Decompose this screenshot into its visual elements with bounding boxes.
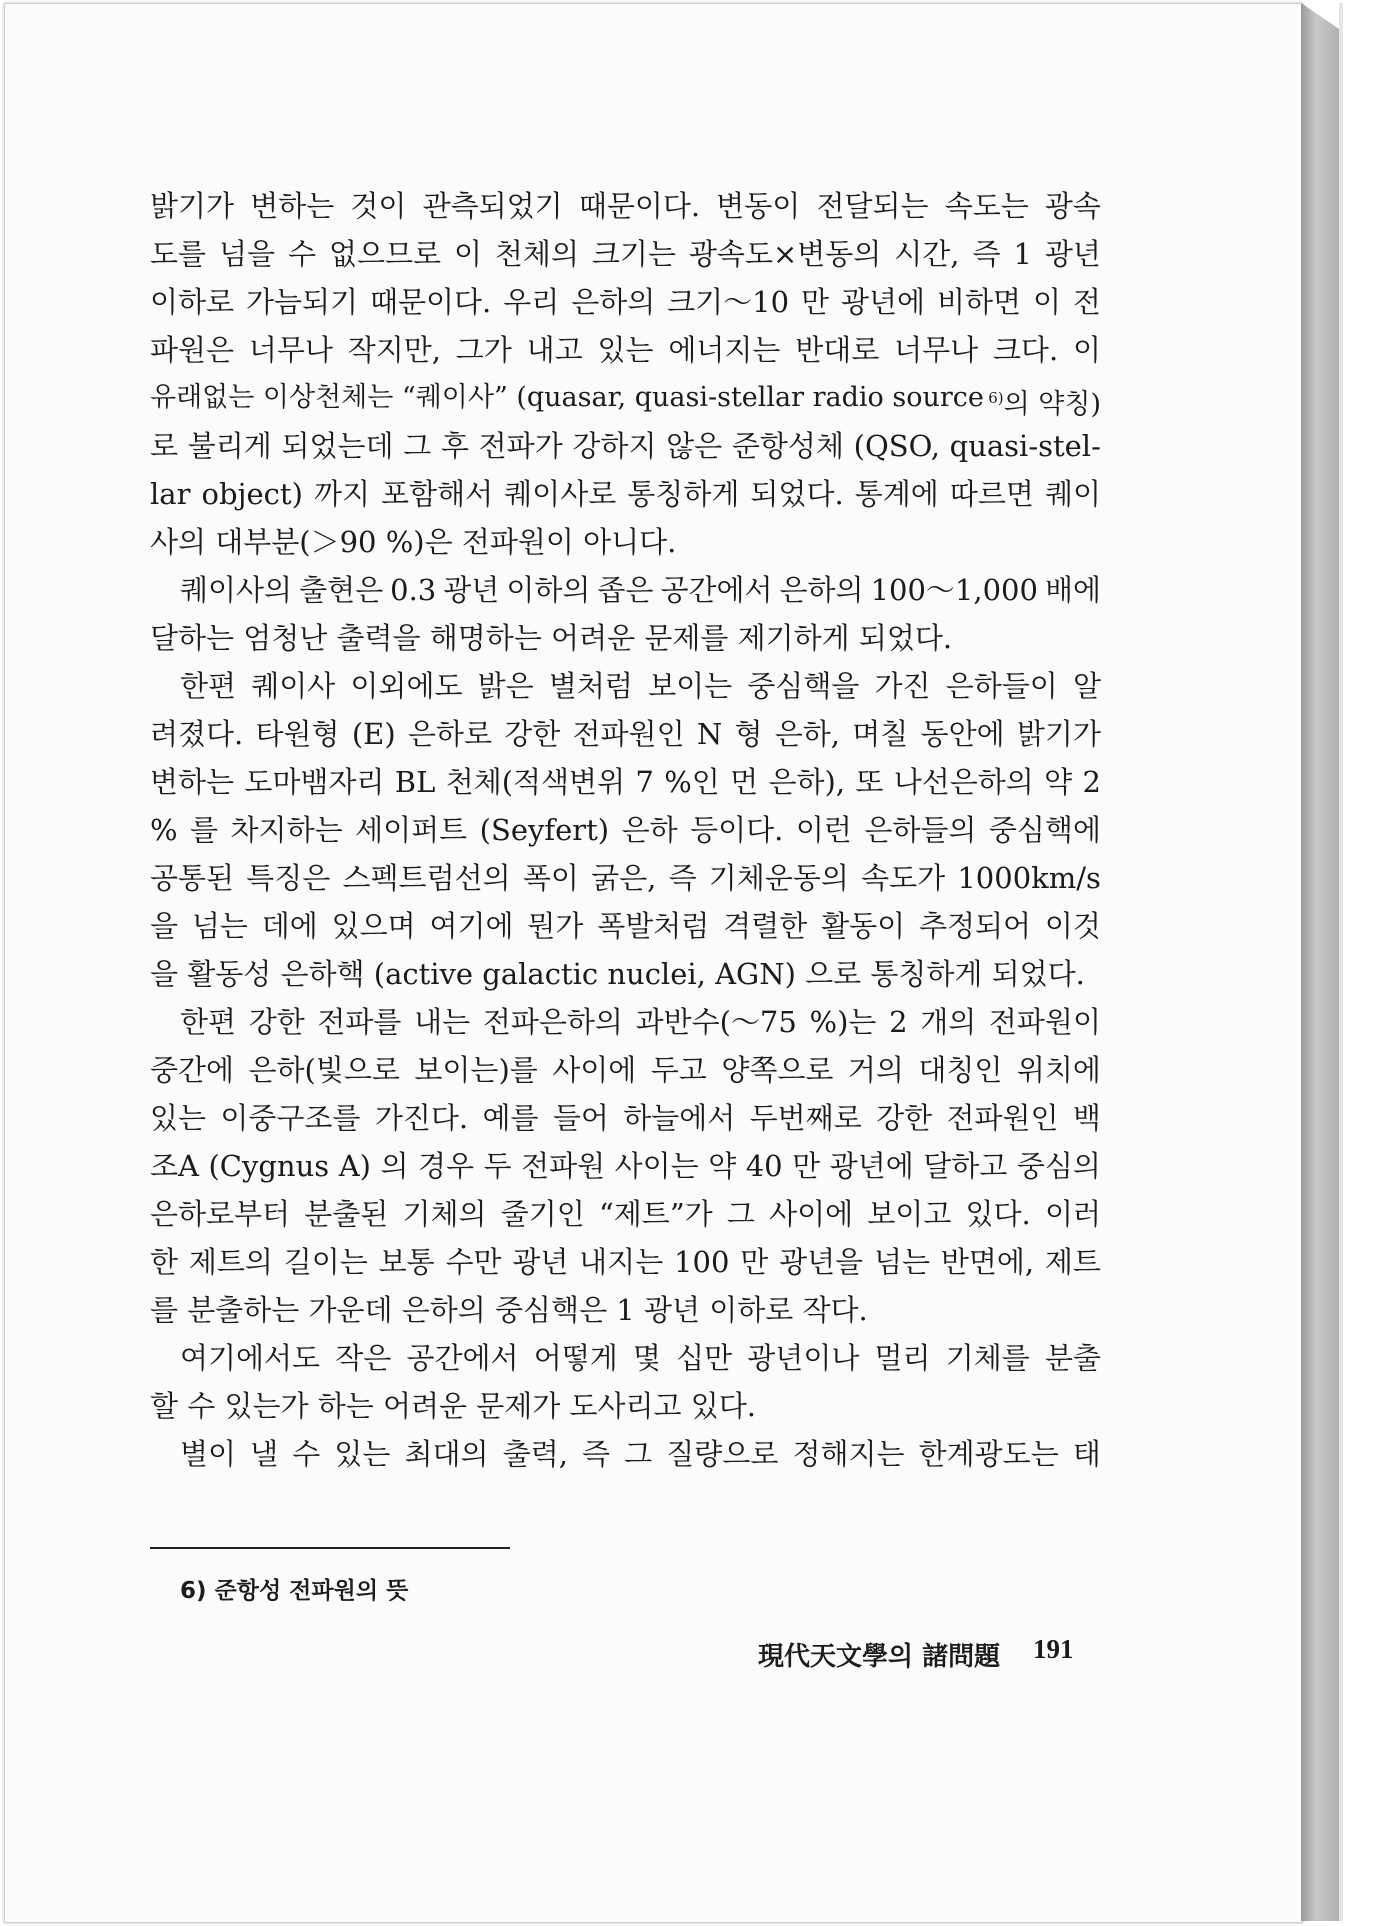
word: 이런 bbox=[795, 813, 852, 847]
word: 수 bbox=[287, 237, 316, 271]
word: 너무나 bbox=[248, 333, 333, 367]
body-line bbox=[150, 422, 1101, 470]
word: 속도는 bbox=[944, 189, 1029, 223]
word: 분출된 bbox=[304, 1197, 389, 1231]
word: 두 bbox=[483, 1149, 512, 1183]
word: 한계광도는 bbox=[918, 1437, 1059, 1471]
word: 우리 bbox=[503, 285, 560, 319]
word: 려졌다. bbox=[150, 717, 244, 751]
word: 광속 bbox=[1044, 189, 1101, 223]
word: 어떻게 bbox=[533, 1341, 618, 1375]
body-line bbox=[150, 662, 1101, 710]
word: 있는 bbox=[597, 333, 654, 367]
word: 100 bbox=[674, 1245, 730, 1279]
word: 별처럼 bbox=[548, 669, 633, 703]
running-footer: 現代天文學의 諸問題 bbox=[758, 1642, 1001, 1672]
word: 분출 bbox=[1044, 1341, 1101, 1375]
word: 천체(적색변위 bbox=[445, 765, 626, 799]
word: 가늠되기 bbox=[245, 285, 359, 319]
word: 속도가 bbox=[861, 861, 946, 895]
word: 즉 bbox=[668, 861, 697, 895]
word: 내고 bbox=[526, 333, 583, 367]
page-number: 191 bbox=[1033, 1634, 1074, 1664]
word: 기체운동의 bbox=[708, 861, 849, 895]
word: 보이고 bbox=[867, 1197, 952, 1231]
word: 강한 bbox=[876, 1101, 933, 1135]
word: 1 bbox=[1013, 237, 1032, 271]
word: 것이 bbox=[350, 189, 407, 223]
footnote-reference bbox=[988, 374, 1101, 422]
word: 한편 bbox=[180, 1005, 237, 1039]
body-text bbox=[150, 182, 1101, 1478]
word: 좁은 bbox=[597, 573, 654, 607]
word: 시간, bbox=[894, 237, 960, 271]
word: 2 bbox=[889, 1005, 908, 1039]
word: 사이에 bbox=[552, 1053, 637, 1087]
word: 7 bbox=[635, 765, 654, 799]
word: 전파원인 bbox=[572, 717, 685, 751]
body-line bbox=[150, 278, 1101, 326]
word: 강한 bbox=[248, 1005, 305, 1039]
word: 변동이 bbox=[716, 189, 801, 223]
body-line bbox=[150, 1142, 1101, 1190]
word: 이것 bbox=[1044, 909, 1101, 943]
word: 넘는 bbox=[873, 1245, 930, 1279]
word: 보통 bbox=[378, 1245, 435, 1279]
word: %인 bbox=[664, 765, 720, 799]
footnote-marker: 6) bbox=[988, 389, 1004, 407]
word: 2 bbox=[1082, 765, 1101, 799]
word: 격렬한 bbox=[723, 909, 808, 943]
word: lar bbox=[150, 477, 191, 511]
word: 변하는 bbox=[250, 189, 335, 223]
body-line bbox=[150, 998, 1101, 1046]
word: 퀘이 bbox=[1044, 477, 1101, 511]
word: 도를 bbox=[150, 237, 207, 271]
word: 형 bbox=[734, 717, 763, 751]
word: 비하면 bbox=[936, 285, 1022, 319]
word: 퀘이사 bbox=[251, 669, 336, 703]
word: 제트 bbox=[1044, 1245, 1101, 1279]
word: %)는 bbox=[809, 1005, 877, 1039]
word: 은하), bbox=[768, 765, 846, 799]
word: 전파원이 bbox=[988, 1005, 1101, 1039]
word: 퀘이사의 bbox=[180, 573, 293, 607]
word: 경우 bbox=[418, 1149, 475, 1183]
word: (E) bbox=[351, 717, 396, 751]
word: 여기에 bbox=[429, 909, 514, 943]
word: 천체의 bbox=[494, 237, 579, 271]
body-line bbox=[150, 566, 1101, 614]
word: 동안에 bbox=[920, 717, 1005, 751]
word: 달하고 bbox=[923, 1149, 1008, 1183]
word: 이하로 bbox=[150, 285, 235, 319]
page-edge bbox=[1301, 3, 1339, 1921]
word: 가진다. bbox=[374, 1101, 469, 1135]
word: 작지만, bbox=[347, 333, 441, 367]
word: 추정되어 bbox=[918, 909, 1032, 943]
word: 뭔가 bbox=[527, 909, 584, 943]
body-line: 을 활동성 은하핵 (active galactic nuclei, AGN) 으로 통칭하게 되었다. bbox=[150, 957, 1085, 991]
word: 크다. bbox=[992, 333, 1059, 367]
word: 스펙트럼선의 bbox=[342, 861, 511, 895]
word: “제트”가 bbox=[598, 1197, 713, 1231]
word: 도마뱀자리 bbox=[244, 765, 385, 799]
word: 되었다. bbox=[750, 477, 844, 511]
word: 밝기가 bbox=[1016, 717, 1101, 751]
word: 정해지는 bbox=[792, 1437, 905, 1471]
word: 즉 bbox=[582, 1437, 611, 1471]
word: 두고 bbox=[650, 1053, 707, 1087]
word: 공간에서 bbox=[660, 573, 773, 607]
word: 하늘에서 bbox=[623, 1101, 736, 1135]
word: 즉 bbox=[972, 237, 1001, 271]
word: 통계에 bbox=[854, 477, 939, 511]
word: 없으므로 bbox=[328, 237, 441, 271]
word: 그 bbox=[403, 429, 432, 463]
word: 몇 bbox=[632, 1341, 661, 1375]
word: 있는 bbox=[334, 1437, 391, 1471]
word: A) bbox=[338, 1149, 371, 1183]
word: 기체를 bbox=[945, 1341, 1030, 1375]
word: 이 bbox=[453, 237, 482, 271]
word: 보이는)를 bbox=[414, 1053, 538, 1087]
word: 크기는 bbox=[591, 237, 676, 271]
word: 있으며 bbox=[331, 909, 416, 943]
word: 있다. bbox=[965, 1197, 1031, 1231]
word: 이 bbox=[1072, 333, 1101, 367]
body-line bbox=[150, 1430, 1101, 1478]
word: 나선은하의 bbox=[893, 765, 1034, 799]
word: 개의 bbox=[920, 1005, 977, 1039]
word: 폭발처럼 bbox=[597, 909, 710, 943]
word: (QSO, bbox=[853, 429, 940, 463]
word: 기체의 bbox=[402, 1197, 487, 1231]
word: 한편 bbox=[180, 669, 237, 703]
word: 반면에, bbox=[940, 1245, 1035, 1279]
word: 그가 bbox=[455, 333, 512, 367]
footnote: 6) 준항성 전파원의 뜻 bbox=[180, 1578, 409, 1604]
word: 강한 bbox=[504, 717, 561, 751]
word: 수 bbox=[292, 1437, 321, 1471]
word: 타원형 bbox=[255, 717, 340, 751]
word: 이 bbox=[1032, 285, 1061, 319]
word: 은하로 bbox=[407, 717, 492, 751]
word: 넘을 bbox=[218, 237, 276, 271]
word: 멀리 bbox=[874, 1341, 931, 1375]
word: 통칭하게 bbox=[627, 477, 740, 511]
word: 한 bbox=[150, 1245, 179, 1279]
word: 은하의 bbox=[779, 573, 864, 607]
body-line bbox=[150, 902, 1101, 950]
word: 때문이다. bbox=[369, 285, 492, 319]
word: 출현은 bbox=[299, 573, 384, 607]
word: 은하들의 bbox=[864, 813, 977, 847]
word: 반대로 bbox=[795, 333, 880, 367]
word: 광년이나 bbox=[747, 1341, 860, 1375]
word: 특징은 bbox=[246, 861, 331, 895]
word: 이중구조를 bbox=[220, 1101, 361, 1135]
word: 너무나 bbox=[894, 333, 979, 367]
word: 중심핵에 bbox=[988, 813, 1101, 847]
word: 공통된 bbox=[150, 861, 235, 895]
word: 태 bbox=[1072, 1437, 1101, 1471]
word: 수만 bbox=[445, 1245, 502, 1279]
word: 줄기인 bbox=[500, 1197, 585, 1231]
word: 까지 bbox=[313, 477, 370, 511]
word: 광년에 bbox=[829, 1149, 914, 1183]
word: 사이에 bbox=[769, 1197, 854, 1231]
word: 그 bbox=[726, 1197, 755, 1231]
word: 만 bbox=[801, 285, 830, 319]
word: 양쪽으로 bbox=[721, 1053, 834, 1087]
word: 길이는 bbox=[283, 1245, 368, 1279]
word: 며칠 bbox=[852, 717, 909, 751]
word: 100～1,000 bbox=[870, 573, 1038, 607]
page-edge-shadow bbox=[1339, 3, 1343, 1921]
word: 최대의 bbox=[404, 1437, 489, 1471]
word: 넘는 bbox=[191, 909, 248, 943]
word: 약 bbox=[1044, 765, 1073, 799]
word: 포함해서 bbox=[381, 477, 494, 511]
word: quasi-stel- bbox=[949, 429, 1101, 463]
body-line: 사의 대부분(＞90 %)은 전파원이 아니다. bbox=[150, 525, 677, 559]
word: 등이다. bbox=[690, 813, 784, 847]
word: 은하들이 bbox=[945, 669, 1058, 703]
word: 따르면 bbox=[949, 477, 1034, 511]
word: 조A bbox=[150, 1149, 199, 1183]
word: 배에 bbox=[1044, 573, 1101, 607]
word: 로 bbox=[150, 429, 179, 463]
word: 들어 bbox=[552, 1101, 609, 1135]
word: 때문이다. bbox=[578, 189, 701, 223]
body-line bbox=[150, 1046, 1101, 1094]
word: 전파를 bbox=[317, 1005, 402, 1039]
word: 가진 bbox=[874, 669, 931, 703]
word: 밝은 bbox=[477, 669, 534, 703]
word: 내지는 bbox=[579, 1245, 664, 1279]
word: 약 bbox=[708, 1149, 737, 1183]
word: 되었는데 bbox=[281, 429, 394, 463]
word: 0.3 bbox=[390, 573, 437, 607]
body-line bbox=[150, 1334, 1101, 1382]
body-line-with-footnote bbox=[150, 374, 1101, 422]
word: 거의 bbox=[847, 1053, 904, 1087]
body-line bbox=[150, 230, 1101, 278]
word: N bbox=[696, 717, 723, 751]
word: 퀘이사로 bbox=[504, 477, 617, 511]
word: 사이는 bbox=[614, 1149, 699, 1183]
word: 전파가 bbox=[478, 429, 563, 463]
word: 은하의 bbox=[571, 285, 656, 319]
word: 출력, bbox=[502, 1437, 568, 1471]
word: 중심의 bbox=[1016, 1149, 1101, 1183]
word: 준항성체 bbox=[731, 429, 844, 463]
word: 광년 bbox=[1044, 237, 1101, 271]
word: 광속도×변동의 bbox=[688, 237, 882, 271]
word: 별이 bbox=[180, 1437, 237, 1471]
word: 알 bbox=[1072, 669, 1101, 703]
word: object) bbox=[201, 477, 303, 511]
word: 세이퍼트 bbox=[355, 813, 468, 847]
word: BL bbox=[394, 765, 436, 799]
word: 위치에 bbox=[1016, 1053, 1101, 1087]
word: 은하, bbox=[774, 717, 841, 751]
word: 데에 bbox=[261, 909, 318, 943]
word: 대칭인 bbox=[918, 1053, 1003, 1087]
word: 크기～10 bbox=[667, 285, 790, 319]
word: 불리게 bbox=[187, 429, 272, 463]
word: 전파원인 bbox=[946, 1101, 1059, 1135]
word: 중간에 bbox=[150, 1053, 235, 1087]
word: 차지하는 bbox=[230, 813, 343, 847]
body-line-tail: 의 약칭) bbox=[1003, 389, 1101, 420]
word: 공간에서 bbox=[406, 1341, 519, 1375]
body-line bbox=[150, 806, 1101, 854]
body-line bbox=[150, 1238, 1101, 1286]
word: 에너지는 bbox=[668, 333, 781, 367]
word: 전 bbox=[1072, 285, 1101, 319]
word: 낼 bbox=[250, 1437, 279, 1471]
body-line bbox=[150, 1094, 1101, 1142]
word: 두번째로 bbox=[749, 1101, 862, 1135]
word: 활동이 bbox=[821, 909, 906, 943]
body-line: 달하는 엄청난 출력을 해명하는 어려운 문제를 제기하게 되었다. bbox=[150, 621, 953, 655]
body-line bbox=[150, 758, 1101, 806]
word: 후 bbox=[440, 429, 469, 463]
word: % bbox=[150, 813, 178, 847]
word: 광년을 bbox=[779, 1245, 864, 1279]
word: (Cygnus bbox=[208, 1149, 330, 1183]
body-line: 를 분출하는 가운데 은하의 중심핵은 1 광년 이하로 작다. bbox=[150, 1293, 868, 1327]
word: 광년 bbox=[512, 1245, 569, 1279]
word: 을 bbox=[150, 909, 179, 943]
body-line bbox=[150, 182, 1101, 230]
word: 전파원 bbox=[521, 1149, 606, 1183]
word: 의 bbox=[380, 1149, 409, 1183]
body-line bbox=[150, 1190, 1101, 1238]
word: 중심핵을 bbox=[747, 669, 860, 703]
word: 예를 bbox=[482, 1101, 539, 1135]
word: 파원은 bbox=[150, 333, 235, 367]
word: 보이는 bbox=[648, 669, 733, 703]
word: 전달되는 bbox=[816, 189, 929, 223]
word: (Seyfert) bbox=[479, 813, 610, 847]
word: 은하 bbox=[621, 813, 678, 847]
footnote-rule bbox=[150, 1547, 510, 1549]
word: 은하로부터 bbox=[150, 1197, 291, 1231]
word: 또 bbox=[855, 765, 884, 799]
body-line-text: 유래없는 이상천체는 “퀘이사” (quasar, quasi-stellar radio source bbox=[150, 382, 984, 413]
word: 굵은, bbox=[591, 861, 657, 895]
word: 40 bbox=[745, 1149, 783, 1183]
word: 전파은하의 bbox=[482, 1005, 623, 1039]
word: 과반수(～75 bbox=[635, 1005, 797, 1039]
word: 있는 bbox=[150, 1101, 207, 1135]
word: 관측되었기 bbox=[422, 189, 563, 223]
word: 광년에 bbox=[840, 285, 926, 319]
word: 은하(빛으로 bbox=[248, 1053, 400, 1087]
word: 이러 bbox=[1044, 1197, 1101, 1231]
word: 여기에서도 bbox=[180, 1341, 321, 1375]
word: 십만 bbox=[676, 1341, 733, 1375]
word: 제트의 bbox=[188, 1245, 273, 1279]
body-line bbox=[150, 326, 1101, 374]
body-line: 할 수 있는가 하는 어려운 문제가 도사리고 있다. bbox=[150, 1389, 757, 1423]
body-line bbox=[150, 710, 1101, 758]
word: 이외에도 bbox=[350, 669, 463, 703]
word: 만 bbox=[792, 1149, 821, 1183]
word: 밝기가 bbox=[150, 189, 235, 223]
word: 그 bbox=[624, 1437, 653, 1471]
word: 광년 bbox=[443, 573, 500, 607]
word: 를 bbox=[190, 813, 219, 847]
body-line bbox=[150, 854, 1101, 902]
word: 만 bbox=[740, 1245, 769, 1279]
word: 강하지 bbox=[572, 429, 657, 463]
word: 1000km/s bbox=[957, 861, 1101, 895]
word: 이하의 bbox=[506, 573, 591, 607]
word: 백 bbox=[1072, 1101, 1101, 1135]
word: 변하는 bbox=[150, 765, 235, 799]
word: 않은 bbox=[666, 429, 723, 463]
word: 내는 bbox=[414, 1005, 471, 1039]
body-line bbox=[150, 470, 1101, 518]
word: 질량으로 bbox=[666, 1437, 779, 1471]
word: 폭이 bbox=[522, 861, 579, 895]
word: 작은 bbox=[335, 1341, 392, 1375]
word: 먼 bbox=[730, 765, 759, 799]
